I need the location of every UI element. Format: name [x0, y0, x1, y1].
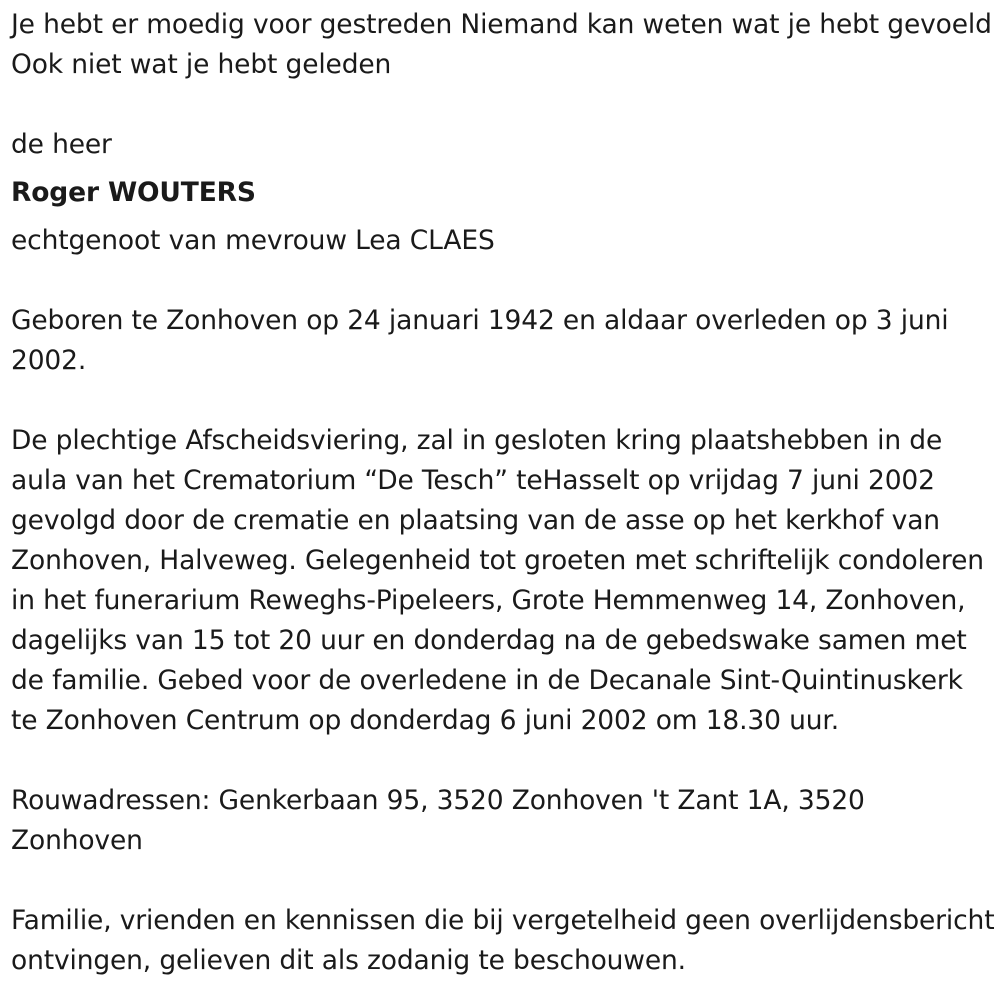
spouse-relation: echtgenoot van mevrouw Lea CLAES [11, 225, 495, 256]
death-notice [11, 0, 996, 981]
spacer [11, 85, 996, 125]
memorial-verse: Je hebt er moedig voor gestreden Niemand kan weten wat je hebt gevoeld Ook niet wat je hebt geleden [11, 9, 992, 80]
deceased-name: Roger WOUTERS [11, 177, 256, 208]
spacer [11, 261, 996, 301]
closing-note: Familie, vrienden en kennissen die bij vergetelheid geen overlijdensbericht ontvingen, gelieven dit als zodanig te beschouwen. [11, 905, 995, 976]
mourning-addresses: Rouwadressen: Genkerbaan 95, 3520 Zonhoven 't Zant 1A, 3520 Zonhoven [11, 785, 865, 856]
spacer [11, 381, 996, 421]
salutation: de heer [11, 129, 112, 160]
spacer [11, 741, 996, 781]
birth-death-paragraph: Geboren te Zonhoven op 24 januari 1942 en aldaar overleden op 3 juni 2002. [11, 305, 949, 376]
spacer [11, 861, 996, 901]
ceremony-paragraph: De plechtige Afscheidsviering, zal in gesloten kring plaatshebben in de aula van het Crematorium “De Tesch” teHasselt op vrijdag 7 juni 2002 gevolgd door de crematie en plaatsing van de asse op het kerkhof van Zonhoven, Halveweg. Gelegenheid tot groeten met schriftelijk condoleren in het funerarium Reweghs-Pipeleers, Grote Hemmenweg 14, Zonhoven, dagelijks van 15 tot 20 uur en donderdag na de gebedswake samen met de familie. Gebed voor de overledene in de Decanale Sint-Quintinuskerk te Zonhoven Centrum op donderdag 6 juni 2002 om 18.30 uur. [11, 425, 984, 736]
